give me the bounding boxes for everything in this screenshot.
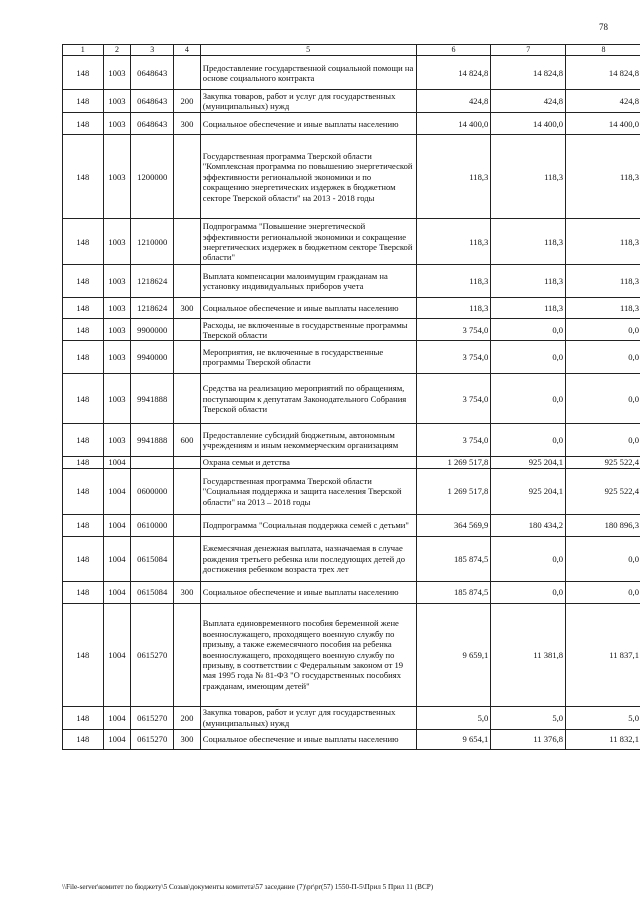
table-row (63, 514, 640, 536)
row-target: 9941888 (131, 374, 174, 424)
row-section: 1004 (103, 729, 131, 749)
row-code: 148 (63, 56, 104, 90)
row-name: Социальное обеспечение и иные выплаты населению (200, 298, 416, 319)
row-value-7: 11 376,8 (491, 729, 566, 749)
table-header (63, 45, 640, 56)
row-code: 148 (63, 219, 104, 265)
row-value-6: 118,3 (416, 298, 491, 319)
row-name: Ежемесячная денежная выплата, назначаемая в случае рождения третьего ребенка или последующих детей до достижения ребенком возраста трех лет (200, 536, 416, 581)
table-row (63, 298, 640, 319)
row-value-6: 9 654,1 (416, 729, 491, 749)
row-value-7: 925 204,1 (491, 457, 566, 468)
row-code: 148 (63, 265, 104, 298)
row-value-6: 3 754,0 (416, 341, 491, 374)
row-code: 148 (63, 706, 104, 729)
row-name: Выплата компенсации малоимущим гражданам на установку индивидуальных приборов учета (200, 265, 416, 298)
column-header: 8 (566, 45, 640, 56)
row-expense-type (174, 603, 201, 706)
row-value-6: 14 400,0 (416, 113, 491, 135)
row-value-7: 5,0 (491, 706, 566, 729)
row-target: 0648643 (131, 113, 174, 135)
row-name: Закупка товаров, работ и услуг для государственных (муниципальных) нужд (200, 706, 416, 729)
column-header: 1 (63, 45, 104, 56)
row-value-8: 11 837,1 (566, 603, 640, 706)
table-row (63, 581, 640, 603)
table-row (63, 374, 640, 424)
row-code: 148 (63, 113, 104, 135)
row-value-6: 118,3 (416, 219, 491, 265)
row-target: 0648643 (131, 90, 174, 113)
table-row (63, 219, 640, 265)
row-value-7: 118,3 (491, 219, 566, 265)
column-header: 2 (103, 45, 131, 56)
row-value-8: 925 522,4 (566, 457, 640, 468)
row-value-7: 0,0 (491, 374, 566, 424)
table-row (63, 457, 640, 468)
row-value-6: 1 269 517,8 (416, 468, 491, 514)
row-expense-type (174, 341, 201, 374)
row-target: 9941888 (131, 424, 174, 457)
column-header: 5 (200, 45, 416, 56)
row-name: Государственная программа Тверской области "Социальная поддержка и защита населения Тверской области" на 2013 – 2018 годы (200, 468, 416, 514)
row-expense-type (174, 135, 201, 219)
row-target: 9900000 (131, 319, 174, 341)
row-value-8: 118,3 (566, 135, 640, 219)
row-section: 1003 (103, 265, 131, 298)
row-value-8: 118,3 (566, 265, 640, 298)
row-value-7: 118,3 (491, 135, 566, 219)
row-value-8: 0,0 (566, 341, 640, 374)
row-value-8: 0,0 (566, 536, 640, 581)
page-number: 78 (599, 22, 608, 32)
row-target: 9940000 (131, 341, 174, 374)
row-value-8: 118,3 (566, 219, 640, 265)
row-value-6: 424,8 (416, 90, 491, 113)
row-value-7: 0,0 (491, 536, 566, 581)
row-section: 1003 (103, 219, 131, 265)
row-value-8: 0,0 (566, 424, 640, 457)
row-section: 1003 (103, 135, 131, 219)
row-value-6: 14 824,8 (416, 56, 491, 90)
row-section: 1004 (103, 581, 131, 603)
row-value-6: 118,3 (416, 135, 491, 219)
row-value-8: 14 400,0 (566, 113, 640, 135)
row-expense-type (174, 468, 201, 514)
row-code: 148 (63, 298, 104, 319)
table-row (63, 56, 640, 90)
row-value-8: 180 896,3 (566, 514, 640, 536)
row-code: 148 (63, 514, 104, 536)
row-value-8: 424,8 (566, 90, 640, 113)
row-target: 0615084 (131, 581, 174, 603)
row-name: Социальное обеспечение и иные выплаты населению (200, 113, 416, 135)
row-section: 1003 (103, 341, 131, 374)
row-value-7: 118,3 (491, 265, 566, 298)
row-code: 148 (63, 536, 104, 581)
row-expense-type (174, 265, 201, 298)
row-value-6: 118,3 (416, 265, 491, 298)
row-value-8: 5,0 (566, 706, 640, 729)
row-section: 1003 (103, 298, 131, 319)
row-expense-type: 300 (174, 581, 201, 603)
table-row (63, 706, 640, 729)
table-row (63, 265, 640, 298)
row-value-6: 185 874,5 (416, 581, 491, 603)
row-value-7: 118,3 (491, 298, 566, 319)
row-name: Расходы, не включенные в государственные программы Тверской области (200, 319, 416, 341)
row-expense-type (174, 219, 201, 265)
row-expense-type: 200 (174, 706, 201, 729)
row-value-6: 3 754,0 (416, 374, 491, 424)
table-row (63, 135, 640, 219)
row-target: 1218624 (131, 265, 174, 298)
row-value-7: 0,0 (491, 319, 566, 341)
row-target: 0648643 (131, 56, 174, 90)
row-name: Предоставление государственной социальной помощи на основе социального контракта (200, 56, 416, 90)
row-expense-type: 600 (174, 424, 201, 457)
row-section: 1003 (103, 374, 131, 424)
row-name: Охрана семьи и детства (200, 457, 416, 468)
row-name: Подпрограмма "Повышение энергетической эффективности региональной экономики и сокращение энергетических издержек в бюджетном секторе Тверской области" (200, 219, 416, 265)
row-section: 1004 (103, 536, 131, 581)
table-row (63, 603, 640, 706)
row-code: 148 (63, 90, 104, 113)
row-value-6: 1 269 517,8 (416, 457, 491, 468)
row-target: 0600000 (131, 468, 174, 514)
row-name: Предоставление субсидий бюджетным, автономным учреждениям и иным некоммерческим организациям (200, 424, 416, 457)
row-section: 1004 (103, 706, 131, 729)
table-row (63, 113, 640, 135)
row-value-8: 0,0 (566, 319, 640, 341)
row-expense-type (174, 319, 201, 341)
row-target: 1218624 (131, 298, 174, 319)
row-target (131, 457, 174, 468)
row-target: 0615084 (131, 536, 174, 581)
row-section: 1003 (103, 90, 131, 113)
row-value-7: 925 204,1 (491, 468, 566, 514)
row-value-7: 14 824,8 (491, 56, 566, 90)
row-expense-type (174, 514, 201, 536)
table-row (63, 341, 640, 374)
row-name: Государственная программа Тверской области "Комплексная программа по повышению энергетической эффективности региональной экономики и по сокращению энергетических издержек в бюджетном секторе Тверской области" на 2013 - 2018 годы (200, 135, 416, 219)
row-code: 148 (63, 581, 104, 603)
row-value-6: 3 754,0 (416, 319, 491, 341)
row-code: 148 (63, 468, 104, 514)
table-row (63, 319, 640, 341)
column-header: 6 (416, 45, 491, 56)
table-row (63, 424, 640, 457)
table-row (63, 90, 640, 113)
row-value-7: 180 434,2 (491, 514, 566, 536)
row-value-7: 0,0 (491, 341, 566, 374)
row-value-8: 11 832,1 (566, 729, 640, 749)
row-name: Подпрограмма "Социальная поддержка семей с детьми" (200, 514, 416, 536)
row-value-7: 11 381,8 (491, 603, 566, 706)
budget-table (62, 44, 640, 750)
row-target: 0610000 (131, 514, 174, 536)
column-header: 3 (131, 45, 174, 56)
row-value-7: 14 400,0 (491, 113, 566, 135)
row-expense-type (174, 56, 201, 90)
row-code: 148 (63, 457, 104, 468)
table-body (63, 56, 640, 749)
row-section: 1004 (103, 514, 131, 536)
row-value-6: 9 659,1 (416, 603, 491, 706)
row-section: 1003 (103, 56, 131, 90)
row-name: Средства на реализацию мероприятий по обращениям, поступающим к депутатам Законодательного Собрания Тверской области (200, 374, 416, 424)
row-code: 148 (63, 135, 104, 219)
table-row (63, 468, 640, 514)
footer-file-path: \\File-server\комитет по бюджету\5 Созыв\документы комитета\57 заседание (7)\pr\pr(57) 1550-П-5\Прил 5 Прил 11 (ВСР) (62, 883, 434, 891)
row-section: 1003 (103, 424, 131, 457)
row-section: 1003 (103, 319, 131, 341)
row-value-7: 0,0 (491, 581, 566, 603)
column-header: 7 (491, 45, 566, 56)
row-value-8: 925 522,4 (566, 468, 640, 514)
row-value-8: 0,0 (566, 581, 640, 603)
table-row (63, 536, 640, 581)
row-expense-type (174, 374, 201, 424)
row-section: 1003 (103, 113, 131, 135)
row-code: 148 (63, 603, 104, 706)
row-value-8: 14 824,8 (566, 56, 640, 90)
row-value-6: 3 754,0 (416, 424, 491, 457)
row-value-8: 0,0 (566, 374, 640, 424)
row-name: Закупка товаров, работ и услуг для государственных (муниципальных) нужд (200, 90, 416, 113)
row-expense-type: 200 (174, 90, 201, 113)
row-target: 1210000 (131, 219, 174, 265)
row-section: 1004 (103, 457, 131, 468)
row-code: 148 (63, 729, 104, 749)
row-name: Социальное обеспечение и иные выплаты населению (200, 729, 416, 749)
row-expense-type (174, 536, 201, 581)
row-section: 1004 (103, 468, 131, 514)
row-value-7: 424,8 (491, 90, 566, 113)
row-target: 0615270 (131, 706, 174, 729)
row-value-6: 185 874,5 (416, 536, 491, 581)
row-name: Мероприятия, не включенные в государственные программы Тверской области (200, 341, 416, 374)
row-value-7: 0,0 (491, 424, 566, 457)
table-row (63, 729, 640, 749)
row-code: 148 (63, 319, 104, 341)
row-target: 0615270 (131, 729, 174, 749)
column-header: 4 (174, 45, 201, 56)
row-name: Социальное обеспечение и иные выплаты населению (200, 581, 416, 603)
row-expense-type: 300 (174, 298, 201, 319)
row-expense-type: 300 (174, 113, 201, 135)
row-target: 0615270 (131, 603, 174, 706)
row-value-8: 118,3 (566, 298, 640, 319)
row-code: 148 (63, 374, 104, 424)
row-code: 148 (63, 341, 104, 374)
row-expense-type: 300 (174, 729, 201, 749)
row-section: 1004 (103, 603, 131, 706)
row-target: 1200000 (131, 135, 174, 219)
row-code: 148 (63, 424, 104, 457)
row-value-6: 5,0 (416, 706, 491, 729)
row-name: Выплата единовременного пособия беременной жене военнослужащего, проходящего военную службу по призыву, а также ежемесячного пособия на ребенка военнослужащего, проходящего военную службу по призыву, в соответствии с Федеральным законом от 19 мая 1995 года № 81-ФЗ "О государственных пособиях гражданам, имеющим детей" (200, 603, 416, 706)
row-expense-type (174, 457, 201, 468)
row-value-6: 364 569,9 (416, 514, 491, 536)
